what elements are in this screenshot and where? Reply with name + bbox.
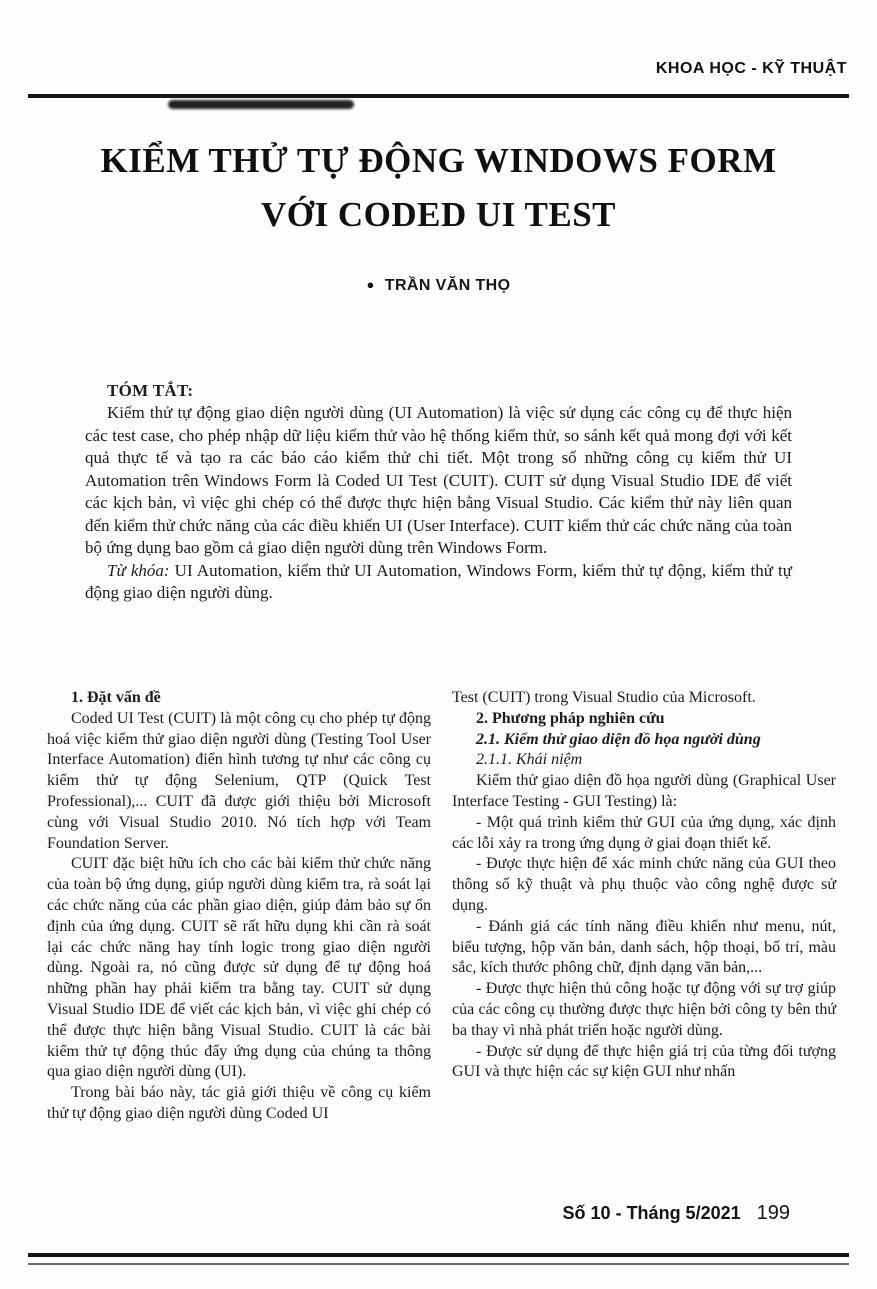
bottom-rule-secondary [28,1263,849,1265]
body-paragraph-continuation: Test (CUIT) trong Visual Studio của Microsoft. [452,689,756,706]
body-paragraph: CUIT đặc biệt hữu ích cho các bài kiểm thử chức năng của toàn bộ ứng dụng, giúp người dùng kiểm tra, rà soát lại các chức năng của các phần giao diện, giúp đảm bảo sự ổn định của ứng dụng. CUIT sẽ rất hữu dụng khi cần rà soát lại các chức năng hay tính logic trong giao diện người dùng. Ngoài ra, nó cũng được sử dụng để tự động hoá những phần hay phải kiểm tra bằng tay. CUIT sử dụng Visual Studio IDE để viết các kịch bản, vì việc ghi chép có thể được thực hiện bằng Visual Studio. CUIT là các bài kiểm thử tự động thúc đẩy ứng dụng của chúng ta thông qua giao diện người dùng (UI). [47,855,431,1081]
page-number: 199 [756,1202,790,1224]
subsection-heading-2-1-1: 2.1.1. Khái niệm [476,751,583,769]
section-heading-2: 2. Phương pháp nghiên cứu [476,709,665,727]
article-title [0,134,877,243]
keywords-paragraph [85,560,792,605]
page-footer [563,1202,790,1225]
bullet-paragraph: - Được sử dụng để thực hiện giá trị của từng đối tượng GUI và thực hiện các sự kiện GUI như nhấn [452,1042,836,1081]
right-column [452,688,836,1125]
author-name: TRẦN VĂN THỌ [384,277,511,294]
abstract-heading: TÓM TẮT: [107,381,194,400]
abstract-paragraph: Kiểm thử tự động giao diện người dùng (UI Automation) là việc sử dụng các công cụ để thực hiện các test case, cho phép nhập dữ liệu kiểm thử vào hệ thống kiểm thử, so sánh kết quả mong đợi với kết quả thực tế và tạo ra các báo cáo kiểm thử chi tiết. Một trong số những công cụ kiểm thử UI Automation trên Windows Form là Coded UI Test (CUIT). CUIT sử dụng Visual Studio IDE để viết các kịch bản, vì việc ghi chép có thể được thực hiện bằng Visual Studio. Các kiểm thử này liên quan đến kiểm thử chức năng của các điều khiển UI (User Interface). CUIT kiểm thử các chức năng của toàn bộ ứng dụng bao gồm cả giao diện người dùng trên Windows Form. [85,403,792,558]
header-rule [28,94,849,98]
keywords-label: Từ khóa: [107,560,170,580]
bullet-paragraph: - Được thực hiện để xác minh chức năng của GUI theo thông số kỹ thuật và phụ thuộc vào công nghệ được sử dụng. [452,855,836,914]
author-bullet-icon: ● [366,277,375,292]
bullet-paragraph: - Đánh giá các tính năng điều khiển như menu, nút, biểu tượng, hộp văn bản, danh sách, hộp thoại, bố trí, màu sắc, kích thước phông chữ, định dạng văn bản,... [452,917,836,977]
body-paragraph: Trong bài báo này, tác giả giới thiệu về công cụ kiểm thử tự động giao diện người dùng Coded UI [47,1084,431,1122]
bullet-paragraph: - Được thực hiện thủ công hoặc tự động với sự trợ giúp của các công cụ thường được thực hiện bởi công ty bên thứ ba thay vì nhà phát triển hoặc người dùng. [452,980,836,1039]
section-heading-1: 1. Đặt vấn đề [71,689,161,706]
article-title-line2: VỚI CODED UI TEST [260,195,617,235]
article-title-line1: KIỂM THỬ TỰ ĐỘNG WINDOWS FORM [100,141,777,180]
bullet-paragraph: - Một quá trình kiểm thử GUI của ứng dụng, xác định các lỗi xảy ra trong ứng dụng ở giai đoạn thiết kế. [452,813,836,852]
ink-smudge [168,100,354,109]
footer-issue: Số 10 - Tháng 5/2021 [562,1203,741,1223]
journal-section-header: KHOA HỌC - KỸ THUẬT [655,60,847,77]
bottom-rule [28,1253,849,1257]
body-paragraph: Kiểm thử giao diện đồ họa người dùng (Graphical User Interface Testing - GUI Testing) là: [452,772,836,810]
keywords-text: UI Automation, kiểm thử UI Automation, Windows Form, kiểm thử tự động, kiểm thử tự động giao diện người dùng. [85,560,792,602]
subsection-heading-2-1: 2.1. Kiểm thử giao diện đồ họa người dùng [476,730,761,748]
author-line [0,277,877,295]
left-column [47,688,431,1125]
body-columns [47,688,836,1125]
body-paragraph: Coded UI Test (CUIT) là một công cụ cho phép tự động hoá việc kiểm thử giao diện người dùng (Testing Tool User Interface Automation) điển hình tương tự như các công cụ kiểm thử tự động Selenium, QTP (Quick Test Professional),... CUIT đã được giới thiệu bởi Microsoft cùng với Visual Studio 2010. Nó tích hợp với Team Foundation Server. [47,709,431,852]
abstract-section [85,380,792,604]
